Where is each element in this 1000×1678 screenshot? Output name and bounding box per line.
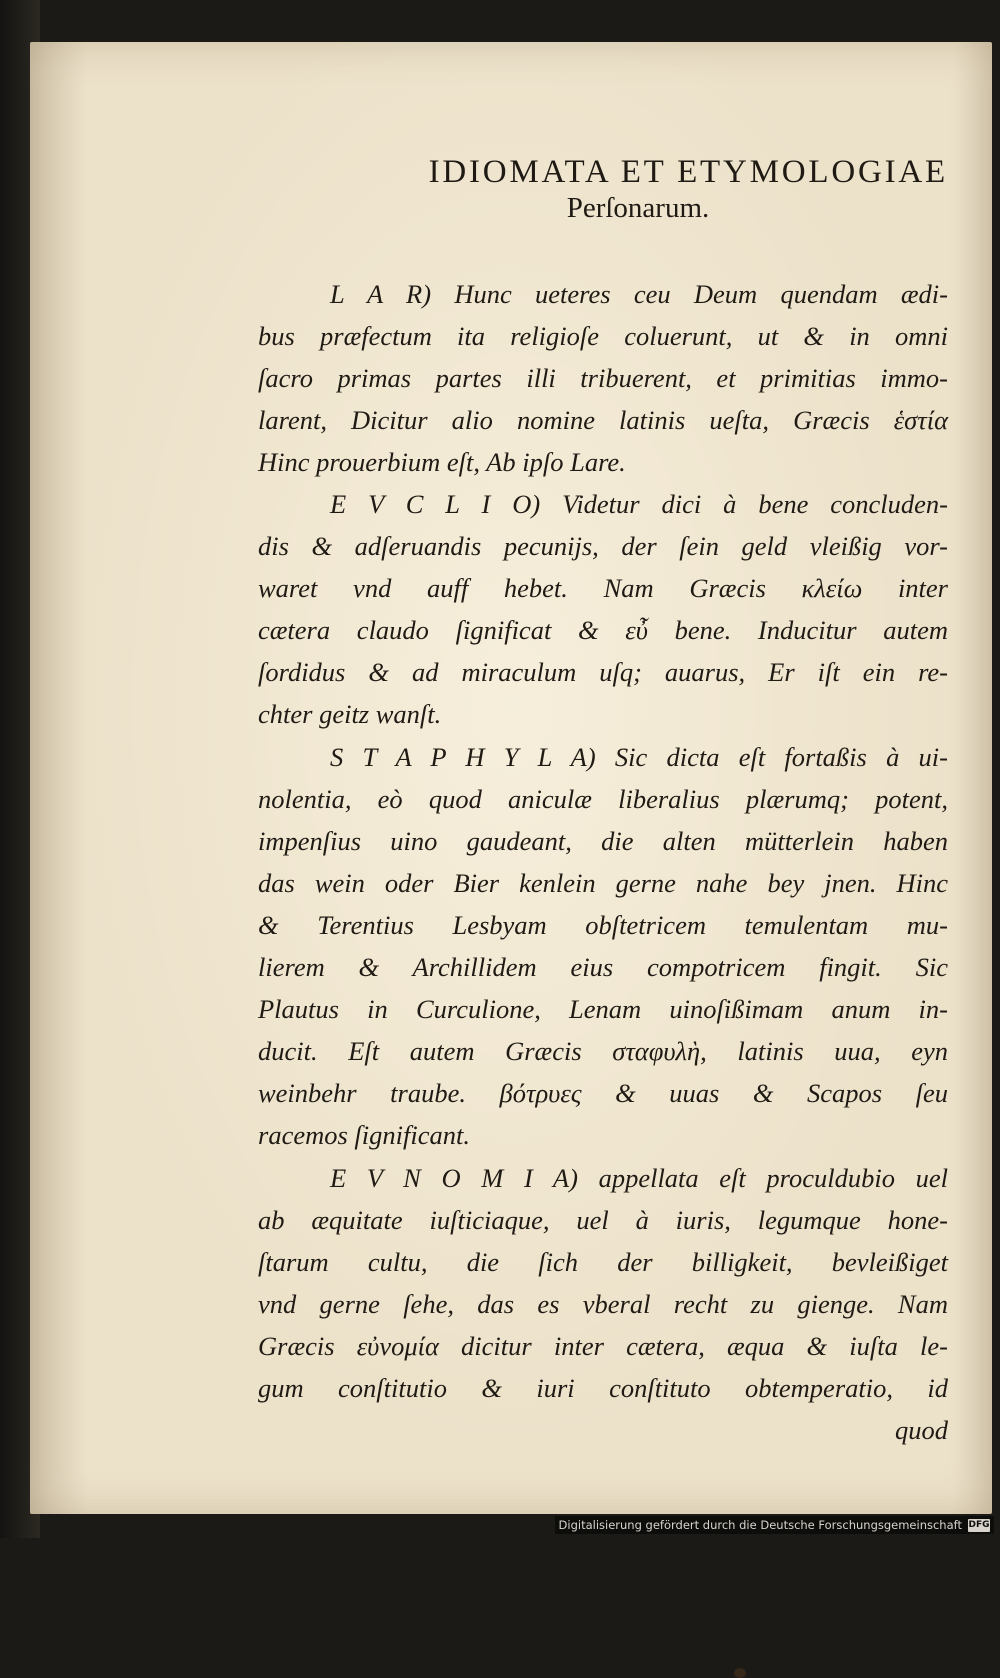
text-line: cætera claudo ſignificat & εὖ bene. Inducitur autem [258,615,948,646]
digitization-credit [555,1516,994,1534]
text-line: impenſius uino gaudeant, die alten mütterlein haben [258,825,948,856]
text-line: ſacro primas partes illi tribuerent, et primitias immo- [258,362,948,393]
catchword: quod [895,1415,948,1446]
text-line: Plautus in Curculione, Lenam uinoſißimam anum in- [258,994,948,1025]
text-line: chter geitz wanſt. [258,699,442,730]
text-line: Hinc prouerbium eſt, Ab ipſo Lare. [258,446,626,477]
text-line: nolentia, eò quod aniculæ liberalius plærumq; potent, [258,783,948,814]
text-line: ſtarum cultu, die ſich der billigkeit, bevleißiget [258,1246,948,1277]
text-line: weinbehr traube. βότρυες & uuas & Scapos ſeu [258,1078,948,1109]
text-line: E V N O M I A) appellata eſt proculdubio uel [330,1162,948,1193]
text-line: gum conſtitutio & iuri conſtituto obtemperatio, id [258,1372,948,1403]
page-subtitle: Perſonarum. [566,192,710,225]
text-line: & Terentius Lesbyam obſtetricem temulentam mu- [258,909,948,940]
text-line: ab æquitate iuſticiaque, uel à iuris, legumque hone- [258,1204,948,1235]
body-text [258,273,948,1452]
text-line: ſordidus & ad miraculum uſq; auarus, Er iſt ein re- [258,657,948,688]
text-line: das wein oder Bier kenlein gerne nahe bey jnen. Hinc [258,867,948,898]
dfg-logo: DFG [968,1520,990,1530]
text-line: waret vnd auff hebet. Nam Græcis κλείω inter [258,573,948,604]
text-line: L A R) Hunc ueteres ceu Deum quendam ædi- [330,278,948,309]
text-line: vnd gerne ſehe, das es vberal recht zu gienge. Nam [258,1288,948,1319]
book-page [30,42,992,1514]
text-line: larent, Dicitur alio nomine latinis ueſta, Græcis ἑστία [258,404,948,435]
text-line: S T A P H Y L A) Sic dicta eſt fortaßis à ui- [330,741,948,772]
text-line: E V C L I O) Videtur dici à bene concluden- [330,489,948,520]
credit-text: Digitalisierung gefördert durch die Deutsche Forschungsgemeinschaft [558,1518,962,1532]
page-stain [734,1668,746,1678]
text-line: ducit. Eſt autem Græcis σταφυλὴ, latinis uua, eyn [258,1036,948,1067]
text-line: bus præfectum ita religioſe coluerunt, ut & in omni [258,320,948,351]
page-title: IDIOMATA ET ETYMOLOGIAE [428,154,948,190]
text-line: dis & adſeruandis pecunijs, der ſein geld vleißig vor- [258,531,948,562]
text-line: lierem & Archillidem eius compotricem fingit. Sic [258,952,948,983]
text-block [258,154,948,1451]
text-line: Græcis εὐνομία dicitur inter cætera, æqua & iuſta le- [258,1330,948,1361]
text-line: racemos ſignificant. [258,1120,470,1151]
